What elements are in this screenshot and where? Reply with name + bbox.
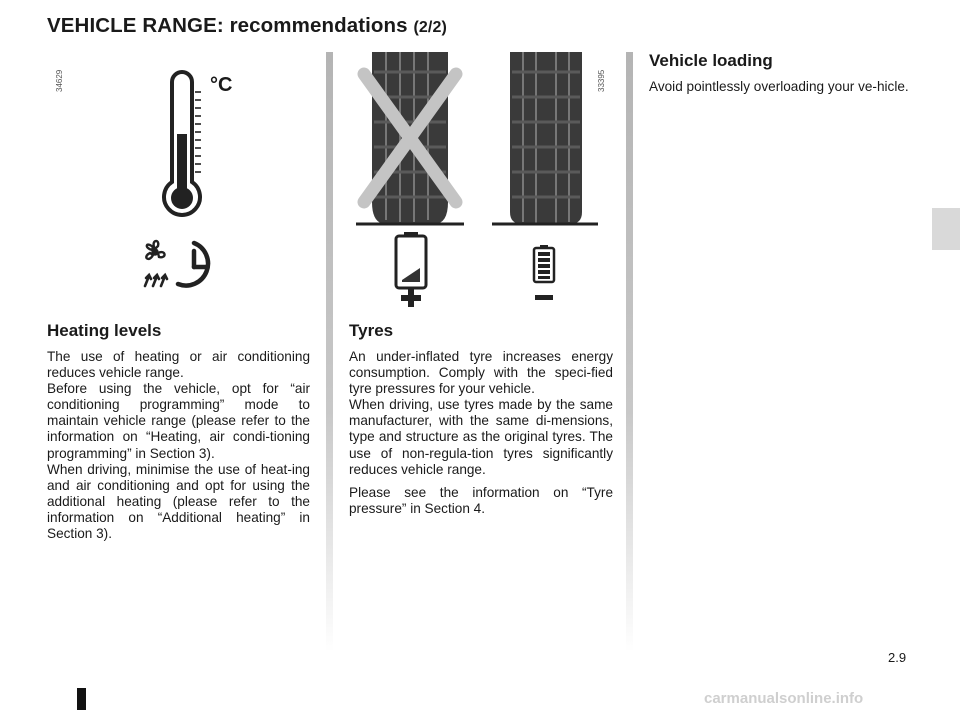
loading-text	[649, 79, 912, 95]
figure-ref-left: 34629	[55, 69, 64, 92]
heater-icon	[145, 275, 167, 286]
heating-heading: Heating levels	[47, 321, 162, 340]
loading-heading: Vehicle loading	[649, 51, 773, 70]
watermark: carmanualsonline.info	[704, 690, 864, 707]
page-title-text: VEHICLE RANGE: recommendations	[47, 14, 408, 37]
column-divider	[326, 52, 333, 652]
tyres-illustration	[352, 52, 602, 307]
page-number: 2.9	[888, 650, 907, 665]
unit-label: °C	[210, 74, 233, 96]
corner-mark	[77, 688, 86, 710]
tyres-paragraph: When driving, use tyres made by the same manufacturer, with the same di-mensions, type and structure as the original tyres. The use of non-regula-tion tyres significantly reduces vehicle range.	[349, 397, 613, 477]
climate-programming-illustration	[138, 236, 218, 296]
tyres-heading: Tyres	[349, 321, 394, 340]
plus-icon	[401, 288, 421, 307]
tyres-paragraph: Please see the information on “Tyre pressure” in Section 4.	[349, 484, 613, 516]
battery-full-icon	[534, 245, 554, 282]
heating-paragraph: The use of heating or air conditioning reduces vehicle range.	[47, 349, 310, 381]
fan-icon	[146, 241, 164, 259]
heating-text	[47, 349, 310, 542]
clock-icon	[178, 243, 208, 286]
section-tab	[932, 208, 960, 250]
heating-paragraph: When driving, minimise the use of heat-ing and air conditioning and opt for using the additional heating (please refer to the information on “Additional heating” in Section 3).	[47, 461, 310, 542]
tyres-text	[349, 349, 613, 517]
loading-paragraph: Avoid pointlessly overloading your ve-hicle.	[649, 79, 909, 94]
correct-tyre-icon	[510, 52, 582, 224]
figure-ref-middle: 33395	[597, 69, 606, 92]
page-part: (2/2)	[413, 19, 447, 36]
battery-low-icon	[396, 232, 426, 288]
column-divider	[626, 52, 633, 652]
tyres-paragraph: An under-inflated tyre increases energy consumption. Comply with the speci-fied tyre pressures for your vehicle.	[349, 349, 613, 397]
page-title	[47, 14, 447, 38]
minus-icon	[535, 295, 553, 300]
heating-paragraph: Before using the vehicle, opt for “air conditioning programming” mode to maintain vehicle range (please refer to the information on “Heating, air condi-tioning programming” in Section 3).	[47, 381, 310, 461]
